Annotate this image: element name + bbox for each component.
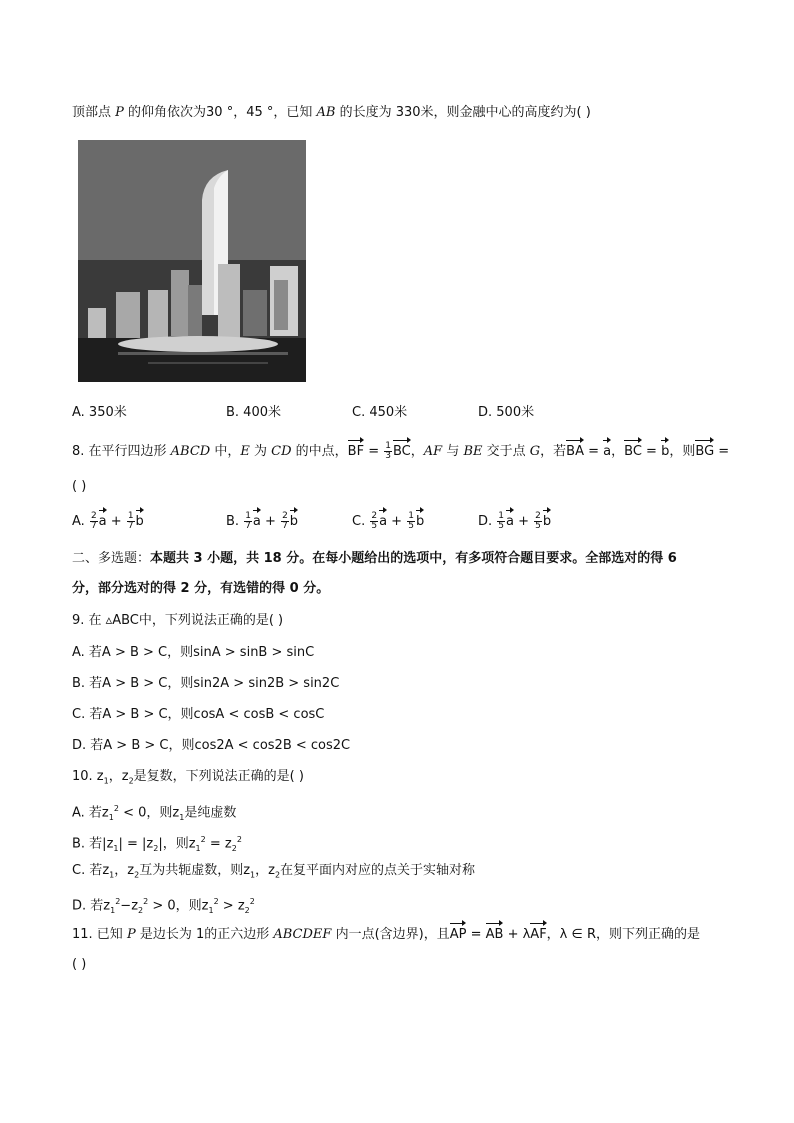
vector-ap: AP (449, 927, 467, 942)
vector-a: a (98, 514, 107, 529)
q8-answer-paren: ( ) (72, 479, 87, 494)
vector-a: a (506, 514, 514, 529)
q7-option-b[interactable]: B. 400米 (226, 405, 281, 420)
vector-bc-2: BC (624, 444, 642, 459)
q7-stem: 顶部点 P 的仰角依次为30 °，45 °，已知 AB 的长度为 330米，则金融中心的高度约为( ) (72, 105, 591, 120)
q10-option-b[interactable]: B. 若$|z_1| = |z_2|$，则$z_1^2 = z_2^2$ (72, 835, 242, 853)
vector-af: AF (530, 927, 547, 942)
q7-option-d[interactable]: D. 500米 (478, 405, 535, 420)
fraction: $\frac{1}{5}$ (498, 511, 505, 531)
fraction: $\frac{2}{5}$ (535, 511, 541, 531)
section-2-scoring: 分，部分选对的得 2 分，有选错的得 0 分。 (72, 581, 330, 596)
vector-b: b (542, 514, 552, 529)
fraction: $\frac{1}{5}$ (408, 511, 414, 531)
q8-option-d[interactable]: D. $\frac{1}{5}$ a + $\frac{2}{5}$ b (478, 511, 552, 531)
fraction-one-third: $\frac{1}{3}$ (385, 441, 391, 461)
q10-option-c[interactable]: C. 若$z_1$，$z_2$互为共轭虚数，则$z_1$，$z_2$在复平面内对应的点关于实轴对称 (72, 863, 476, 880)
q11-stem: 11. 已知 P 是边长为 1的正六边形 ABCDEF 内一点(含边界)，且AP = AB + λAF，λ ∈ R，则下列正确的是 (72, 927, 700, 942)
q8-option-a[interactable]: A. $\frac{2}{7}$ a + $\frac{1}{7}$ b (72, 511, 144, 531)
vector-a: a (603, 444, 612, 459)
vector-ab: AB (485, 927, 504, 942)
q11-answer-paren: ( ) (72, 957, 87, 972)
skyline-illustration (78, 140, 306, 382)
q7-option-c[interactable]: C. 450米 (352, 405, 408, 420)
q10-option-d[interactable]: D. 若$z_1^2-z_2^2 > 0$，则$z_1^2 > z_2^2$ (72, 897, 255, 915)
fraction: $\frac{2}{7}$ (90, 511, 97, 531)
q8-option-c[interactable]: C. $\frac{2}{5}$ a + $\frac{1}{5}$ b (352, 511, 425, 531)
vector-b: b (661, 444, 670, 459)
q9-option-b[interactable]: B. 若A > B > C，则sin2A > sin2B > sin2C (72, 676, 340, 691)
q8-option-b[interactable]: B. $\frac{1}{7}$ a + $\frac{2}{7}$ b (226, 511, 299, 531)
q8-stem: 8. 在平行四边形 ABCD 中，E 为 CD 的中点，BF = $\frac{1}{3}$ BC，AF 与 BE 交于点 G，若BA = a，BC = b，则BG = (72, 441, 730, 461)
skyline-photo (78, 140, 306, 382)
q10-option-a[interactable]: A. 若$z_1^2 < 0$，则$z_1$是纯虚数 (72, 804, 237, 822)
vector-b: b (289, 514, 299, 529)
q9-option-c[interactable]: C. 若A > B > C，则cosA < cosB < cosC (72, 707, 325, 722)
vector-a: a (252, 514, 261, 529)
q10-stem: 10. $z_1$，$z_2$是复数，下列说法正确的是( ) (72, 769, 304, 786)
vector-b: b (135, 514, 144, 529)
vector-bg: BG (695, 444, 715, 459)
vector-b: b (415, 514, 425, 529)
vector-bf: BF (347, 444, 365, 459)
q9-stem: 9. 在 ▵ABC中，下列说法正确的是( ) (72, 613, 284, 628)
vector-a: a (379, 514, 388, 529)
q9-option-a[interactable]: A. 若A > B > C，则sinA > sinB > sinC (72, 645, 315, 660)
q9-option-d[interactable]: D. 若A > B > C，则cos2A < cos2B < cos2C (72, 738, 351, 753)
fraction: $\frac{1}{7}$ (127, 511, 134, 531)
vector-bc: BC (392, 444, 411, 459)
fraction: $\frac{2}{5}$ (371, 511, 378, 531)
vector-ba: BA (566, 444, 584, 459)
fraction: $\frac{1}{7}$ (245, 511, 251, 531)
fraction: $\frac{2}{7}$ (282, 511, 288, 531)
section-2-header: 二、多选题：本题共 3 小题，共 18 分。在每小题给出的选项中，有多项符合题目要求。全部选对的得 6 (72, 551, 677, 566)
q7-option-a[interactable]: A. 350米 (72, 405, 127, 420)
